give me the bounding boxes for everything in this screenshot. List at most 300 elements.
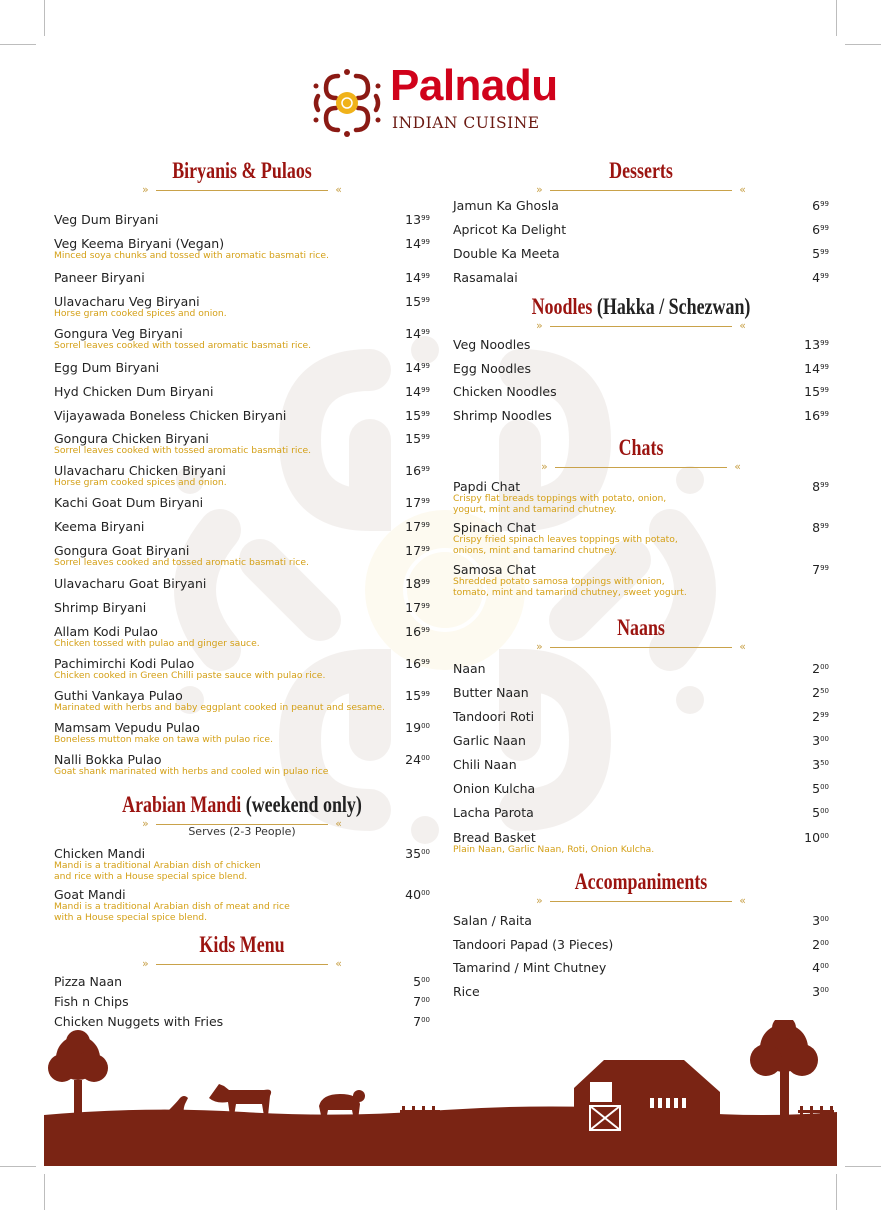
divider-cap-icon: » bbox=[541, 460, 548, 473]
menu-item-name: Veg Dum Biryani bbox=[54, 212, 159, 227]
menu-item-description: Mandi is a traditional Arabian dish of meat and rice bbox=[54, 901, 290, 912]
divider-cap-icon: » bbox=[536, 894, 543, 907]
price-cents: 99 bbox=[820, 386, 829, 394]
section-divider bbox=[536, 319, 746, 332]
menu-item-name: Butter Naan bbox=[453, 685, 529, 700]
price-dollars: 7 bbox=[812, 562, 821, 577]
menu-item-price bbox=[804, 830, 829, 845]
menu-item-price bbox=[405, 688, 430, 703]
price-cents: 99 bbox=[820, 363, 829, 371]
menu-item-price bbox=[405, 752, 430, 767]
menu-item-description: Sorrel leaves cooked with tossed aromatic basmati rice. bbox=[54, 445, 312, 456]
price-cents: 99 bbox=[421, 626, 430, 634]
crop-mark bbox=[44, 1174, 45, 1210]
price-cents: 50 bbox=[820, 759, 829, 767]
divider-cap-icon: « bbox=[335, 183, 342, 196]
menu-item bbox=[54, 720, 430, 746]
menu-item bbox=[453, 361, 829, 376]
price-dollars: 14 bbox=[405, 326, 422, 341]
price-cents: 00 bbox=[421, 976, 430, 984]
divider-cap-icon: « bbox=[739, 183, 746, 196]
price-cents: 00 bbox=[421, 889, 430, 897]
price-dollars: 7 bbox=[413, 1014, 422, 1029]
menu-item-name: Papdi Chat bbox=[453, 479, 521, 494]
divider-cap-icon: « bbox=[739, 640, 746, 653]
menu-item-name: Chili Naan bbox=[453, 757, 517, 772]
price-dollars: 3 bbox=[812, 984, 821, 999]
menu-item-name: Samosa Chat bbox=[453, 562, 536, 577]
menu-item bbox=[54, 495, 430, 510]
menu-item-description: Crispy flat breads toppings with potato, onion, bbox=[453, 493, 667, 504]
menu-item-price bbox=[812, 781, 829, 796]
menu-item bbox=[453, 805, 829, 820]
menu-item-price bbox=[804, 408, 829, 423]
menu-item-price bbox=[405, 656, 430, 671]
menu-item bbox=[54, 624, 430, 650]
menu-item-description: Horse gram cooked spices and onion. bbox=[54, 308, 227, 319]
menu-item-name: Pizza Naan bbox=[54, 974, 123, 989]
menu-item bbox=[54, 974, 430, 989]
section-divider bbox=[536, 894, 746, 907]
menu-item-name: Kachi Goat Dum Biryani bbox=[54, 495, 204, 510]
menu-item bbox=[453, 661, 829, 676]
menu-item-price bbox=[405, 270, 430, 285]
section-title-mandi-text: Arabian Mandi bbox=[122, 792, 242, 817]
section-title-biryanis bbox=[95, 158, 388, 184]
menu-item-name: Shrimp Noodles bbox=[453, 408, 552, 423]
price-cents: 99 bbox=[421, 497, 430, 505]
section-title-naans-text: Naans bbox=[617, 615, 665, 640]
section-divider bbox=[541, 460, 741, 473]
menu-item-name: Onion Kulcha bbox=[453, 781, 536, 796]
menu-item-name: Gongura Goat Biryani bbox=[54, 543, 190, 558]
menu-item-price bbox=[812, 222, 829, 237]
section-title-accompaniments bbox=[494, 869, 787, 895]
menu-item-name: Spinach Chat bbox=[453, 520, 536, 535]
section-title-desserts-text: Desserts bbox=[609, 158, 673, 183]
divider-cap-icon: » bbox=[142, 957, 149, 970]
menu-item-price bbox=[812, 270, 829, 285]
menu-item-name: Garlic Naan bbox=[453, 733, 526, 748]
farm-silhouette-icon bbox=[44, 1020, 837, 1170]
price-dollars: 15 bbox=[405, 431, 422, 446]
menu-item-description: Crispy fried spinach leaves toppings with potato, bbox=[453, 534, 678, 545]
price-cents: 99 bbox=[421, 578, 430, 586]
price-dollars: 15 bbox=[405, 688, 422, 703]
divider-line bbox=[156, 964, 328, 965]
section-divider bbox=[536, 640, 746, 653]
price-dollars: 10 bbox=[804, 830, 821, 845]
price-cents: 00 bbox=[820, 832, 829, 840]
price-cents: 00 bbox=[820, 939, 829, 947]
price-dollars: 6 bbox=[812, 222, 821, 237]
price-dollars: 17 bbox=[405, 600, 422, 615]
menu-item-price bbox=[804, 384, 829, 399]
menu-item-price bbox=[812, 479, 829, 494]
price-dollars: 13 bbox=[804, 337, 821, 352]
price-dollars: 19 bbox=[405, 720, 422, 735]
menu-item bbox=[453, 198, 829, 213]
price-dollars: 14 bbox=[405, 360, 422, 375]
menu-item-description: Sorrel leaves cooked and tossed aromatic basmati rice. bbox=[54, 557, 309, 568]
price-dollars: 4 bbox=[812, 960, 821, 975]
section-title-naans bbox=[494, 615, 787, 641]
menu-item-price bbox=[812, 520, 829, 535]
menu-item bbox=[453, 937, 829, 952]
divider-cap-icon: » bbox=[536, 640, 543, 653]
price-dollars: 3 bbox=[812, 913, 821, 928]
menu-item bbox=[54, 543, 430, 569]
price-cents: 00 bbox=[421, 996, 430, 1004]
section-title-accompaniments-text: Accompaniments bbox=[574, 869, 708, 894]
menu-item bbox=[54, 463, 430, 489]
brand-name: Palnadu bbox=[390, 61, 558, 110]
menu-item-price bbox=[812, 984, 829, 999]
price-cents: 99 bbox=[820, 711, 829, 719]
menu-item bbox=[54, 360, 430, 375]
menu-item-price bbox=[405, 576, 430, 591]
menu-item-price bbox=[405, 600, 430, 615]
divider-line bbox=[550, 190, 732, 191]
menu-item-description: onions, mint and tamarind chutney. bbox=[453, 544, 617, 556]
menu-item-description: Boneless mutton make on tawa with pulao rice. bbox=[54, 734, 273, 745]
section-title-desserts bbox=[494, 158, 787, 184]
menu-item bbox=[54, 212, 430, 227]
price-cents: 99 bbox=[421, 545, 430, 553]
menu-item bbox=[453, 830, 829, 856]
menu-item-price bbox=[812, 913, 829, 928]
menu-item-price bbox=[405, 431, 430, 446]
price-cents: 99 bbox=[820, 564, 829, 572]
menu-item bbox=[54, 326, 430, 352]
menu-item bbox=[453, 781, 829, 796]
price-dollars: 17 bbox=[405, 495, 422, 510]
divider-cap-icon: « bbox=[739, 894, 746, 907]
crop-mark bbox=[836, 0, 837, 36]
menu-item-name: Rasamalai bbox=[453, 270, 518, 285]
menu-item-price bbox=[804, 361, 829, 376]
menu-item-description: Shredded potato samosa toppings with onion, bbox=[453, 576, 665, 587]
price-dollars: 16 bbox=[405, 463, 422, 478]
price-cents: 99 bbox=[421, 296, 430, 304]
menu-item bbox=[54, 294, 430, 320]
section-title-noodles bbox=[494, 294, 787, 320]
menu-item-name: Shrimp Biryani bbox=[54, 600, 147, 615]
section-title-noodles-text: Noodles bbox=[531, 294, 593, 319]
menu-item bbox=[453, 246, 829, 261]
crop-mark bbox=[845, 1166, 881, 1167]
price-dollars: 18 bbox=[405, 576, 422, 591]
price-cents: 99 bbox=[421, 465, 430, 473]
menu-item bbox=[54, 576, 430, 591]
price-cents: 99 bbox=[820, 481, 829, 489]
price-cents: 99 bbox=[421, 521, 430, 529]
section-divider bbox=[536, 183, 746, 196]
menu-item-description: Mandi is a traditional Arabian dish of chicken bbox=[54, 860, 261, 871]
menu-item bbox=[453, 479, 829, 515]
menu-item-name: Guthi Vankaya Pulao bbox=[54, 688, 183, 703]
menu-item-name: Hyd Chicken Dum Biryani bbox=[54, 384, 214, 399]
menu-item-price bbox=[405, 519, 430, 534]
menu-item bbox=[453, 960, 829, 975]
menu-item-name: Nalli Bokka Pulao bbox=[54, 752, 162, 767]
price-dollars: 2 bbox=[812, 661, 821, 676]
menu-item-name: Tandoori Papad (3 Pieces) bbox=[453, 937, 614, 952]
price-dollars: 5 bbox=[413, 974, 422, 989]
menu-item-description: Chicken cooked in Green Chilli paste sauce with pulao rice. bbox=[54, 670, 326, 681]
divider-line bbox=[156, 190, 328, 191]
section-title-kids-text: Kids Menu bbox=[199, 932, 285, 957]
menu-item-price bbox=[405, 887, 430, 902]
menu-item bbox=[453, 270, 829, 285]
menu-item-price bbox=[812, 757, 829, 772]
menu-item-name: Naan bbox=[453, 661, 486, 676]
price-dollars: 40 bbox=[405, 887, 422, 902]
menu-item-price bbox=[812, 562, 829, 577]
price-cents: 99 bbox=[421, 410, 430, 418]
divider-cap-icon: » bbox=[536, 319, 543, 332]
menu-item-price bbox=[405, 408, 430, 423]
price-cents: 00 bbox=[421, 722, 430, 730]
divider-cap-icon: « bbox=[335, 957, 342, 970]
price-cents: 99 bbox=[820, 522, 829, 530]
menu-item-name: Fish n Chips bbox=[54, 994, 129, 1009]
menu-item-name: Rice bbox=[453, 984, 480, 999]
menu-item-price bbox=[812, 661, 829, 676]
menu-item-name: Mamsam Vepudu Pulao bbox=[54, 720, 200, 735]
menu-item-description: and rice with a House special spice blend. bbox=[54, 870, 248, 882]
divider-cap-icon: » bbox=[142, 817, 149, 830]
crop-mark bbox=[836, 1174, 837, 1210]
menu-item bbox=[54, 688, 430, 714]
menu-item-name: Tamarind / Mint Chutney bbox=[453, 960, 607, 975]
price-cents: 99 bbox=[421, 238, 430, 246]
price-dollars: 15 bbox=[804, 384, 821, 399]
price-cents: 00 bbox=[421, 754, 430, 762]
menu-item bbox=[54, 656, 430, 682]
menu-item bbox=[453, 709, 829, 724]
brand-subtitle: INDIAN CUISINE bbox=[392, 114, 540, 132]
divider-line bbox=[550, 901, 732, 902]
price-dollars: 15 bbox=[405, 294, 422, 309]
menu-item bbox=[453, 685, 829, 700]
menu-item-price bbox=[405, 384, 430, 399]
price-dollars: 16 bbox=[405, 656, 422, 671]
price-dollars: 16 bbox=[804, 408, 821, 423]
menu-item bbox=[54, 384, 430, 399]
price-cents: 00 bbox=[820, 807, 829, 815]
menu-item-description: Marinated with herbs and baby eggplant cooked in peanut and sesame. bbox=[54, 702, 385, 713]
menu-item bbox=[453, 984, 829, 999]
menu-item-price bbox=[812, 733, 829, 748]
price-cents: 99 bbox=[421, 658, 430, 666]
menu-item-name: Pachimirchi Kodi Pulao bbox=[54, 656, 195, 671]
price-dollars: 7 bbox=[413, 994, 422, 1009]
menu-item-name: Lacha Parota bbox=[453, 805, 534, 820]
price-cents: 99 bbox=[820, 224, 829, 232]
price-cents: 99 bbox=[820, 248, 829, 256]
price-dollars: 8 bbox=[812, 479, 821, 494]
menu-item-name: Chicken Mandi bbox=[54, 846, 146, 861]
menu-item bbox=[453, 222, 829, 237]
menu-item-price bbox=[812, 805, 829, 820]
menu-item-name: Jamun Ka Ghosla bbox=[453, 198, 559, 213]
section-title-chats bbox=[494, 435, 787, 461]
price-cents: 99 bbox=[421, 362, 430, 370]
divider-line bbox=[555, 467, 727, 468]
menu-item-name: Chicken Noodles bbox=[453, 384, 557, 399]
price-cents: 99 bbox=[421, 328, 430, 336]
price-cents: 00 bbox=[820, 986, 829, 994]
price-cents: 00 bbox=[421, 1016, 430, 1024]
menu-item-name: Vijayawada Boneless Chicken Biryani bbox=[54, 408, 287, 423]
menu-item bbox=[453, 733, 829, 748]
section-divider bbox=[142, 957, 342, 970]
divider-cap-icon: « bbox=[734, 460, 741, 473]
menu-item-price bbox=[812, 709, 829, 724]
section-divider bbox=[142, 183, 342, 196]
menu-item bbox=[453, 913, 829, 928]
price-dollars: 2 bbox=[812, 937, 821, 952]
crop-mark bbox=[0, 1166, 36, 1167]
logo bbox=[312, 61, 582, 140]
menu-item-price bbox=[413, 994, 430, 1009]
menu-item bbox=[453, 757, 829, 772]
menu-item-name: Goat Mandi bbox=[54, 887, 126, 902]
menu-item-name: Egg Noodles bbox=[453, 361, 531, 376]
logo-emblem-icon bbox=[312, 68, 382, 138]
menu-item bbox=[453, 520, 829, 556]
price-dollars: 6 bbox=[812, 198, 821, 213]
divider-line bbox=[550, 326, 732, 327]
menu-item-name: Allam Kodi Pulao bbox=[54, 624, 158, 639]
menu-item-name: Paneer Biryani bbox=[54, 270, 145, 285]
price-cents: 00 bbox=[820, 783, 829, 791]
price-cents: 50 bbox=[820, 687, 829, 695]
price-cents: 00 bbox=[820, 915, 829, 923]
menu-item-price bbox=[405, 720, 430, 735]
price-cents: 99 bbox=[421, 602, 430, 610]
price-dollars: 14 bbox=[405, 236, 422, 251]
menu-item-name: Bread Basket bbox=[453, 830, 536, 845]
menu-item-name: Egg Dum Biryani bbox=[54, 360, 160, 375]
menu-item-description: yogurt, mint and tamarind chutney. bbox=[453, 503, 617, 515]
menu-item-name: Gongura Veg Biryani bbox=[54, 326, 183, 341]
menu-item-name: Veg Noodles bbox=[453, 337, 531, 352]
price-cents: 00 bbox=[820, 735, 829, 743]
price-cents: 00 bbox=[421, 848, 430, 856]
menu-item-price bbox=[812, 960, 829, 975]
menu-item-price bbox=[812, 685, 829, 700]
divider-cap-icon: « bbox=[335, 817, 342, 830]
section-title-biryanis-text: Biryanis & Pulaos bbox=[172, 158, 312, 183]
menu-item-name: Veg Keema Biryani (Vegan) bbox=[54, 236, 225, 251]
menu-item bbox=[54, 270, 430, 285]
price-cents: 99 bbox=[820, 339, 829, 347]
menu-item-price bbox=[405, 360, 430, 375]
crop-mark bbox=[0, 44, 36, 45]
menu-item bbox=[453, 337, 829, 352]
menu-item-name: Double Ka Meeta bbox=[453, 246, 560, 261]
price-cents: 99 bbox=[820, 200, 829, 208]
price-dollars: 15 bbox=[405, 408, 422, 423]
serves-note: Serves (2-3 People) bbox=[188, 825, 296, 838]
price-dollars: 24 bbox=[405, 752, 422, 767]
menu-item-price bbox=[812, 246, 829, 261]
menu-item bbox=[54, 431, 430, 457]
price-dollars: 2 bbox=[812, 709, 821, 724]
section-title-mandi-qualifier: (weekend only) bbox=[245, 792, 362, 817]
price-cents: 99 bbox=[421, 690, 430, 698]
price-cents: 99 bbox=[421, 214, 430, 222]
menu-item-name: Apricot Ka Delight bbox=[453, 222, 567, 237]
menu-item-name: Ulavacharu Goat Biryani bbox=[54, 576, 207, 591]
menu-item bbox=[54, 994, 430, 1009]
divider-cap-icon: » bbox=[536, 183, 543, 196]
menu-item-description: Chicken tossed with pulao and ginger sauce. bbox=[54, 638, 260, 649]
price-cents: 99 bbox=[820, 410, 829, 418]
price-dollars: 17 bbox=[405, 519, 422, 534]
menu-item-price bbox=[405, 846, 430, 861]
divider-line bbox=[550, 647, 732, 648]
crop-mark bbox=[845, 44, 881, 45]
price-dollars: 5 bbox=[812, 805, 821, 820]
menu-item bbox=[54, 519, 430, 534]
price-cents: 99 bbox=[421, 386, 430, 394]
menu-item-description: Goat shank marinated with herbs and cooled win pulao rice bbox=[54, 766, 329, 777]
menu-item-description: tomato, mint and tamarind chutney, sweet yogurt. bbox=[453, 586, 687, 598]
menu-item-description: with a House special spice blend. bbox=[54, 911, 208, 923]
menu-item-price bbox=[405, 212, 430, 227]
price-dollars: 35 bbox=[405, 846, 422, 861]
price-dollars: 5 bbox=[812, 246, 821, 261]
menu-item bbox=[453, 562, 829, 598]
menu-item-description: Horse gram cooked spices and onion. bbox=[54, 477, 227, 488]
menu-item-price bbox=[812, 937, 829, 952]
menu-item-price bbox=[405, 326, 430, 341]
menu-item-price bbox=[413, 974, 430, 989]
menu-item-price bbox=[405, 495, 430, 510]
menu-item-description: Sorrel leaves cooked with tossed aromatic basmati rice. bbox=[54, 340, 312, 351]
menu-item bbox=[453, 384, 829, 399]
price-dollars: 13 bbox=[405, 212, 422, 227]
menu-item bbox=[54, 846, 430, 882]
menu-item-price bbox=[405, 624, 430, 639]
price-dollars: 14 bbox=[405, 384, 422, 399]
menu-item bbox=[54, 600, 430, 615]
menu-item-name: Salan / Raita bbox=[453, 913, 532, 928]
menu-item-name: Chicken Nuggets with Fries bbox=[54, 1014, 224, 1029]
price-cents: 00 bbox=[820, 663, 829, 671]
section-title-noodles-qualifier: (Hakka / Schezwan) bbox=[596, 294, 751, 319]
menu-item bbox=[54, 236, 430, 262]
price-dollars: 16 bbox=[405, 624, 422, 639]
section-title-mandi bbox=[95, 792, 388, 818]
price-dollars: 8 bbox=[812, 520, 821, 535]
menu-item-price bbox=[405, 294, 430, 309]
menu-item-name: Ulavacharu Veg Biryani bbox=[54, 294, 200, 309]
price-cents: 99 bbox=[421, 272, 430, 280]
price-dollars: 17 bbox=[405, 543, 422, 558]
menu-item-name: Keema Biryani bbox=[54, 519, 145, 534]
price-dollars: 3 bbox=[812, 757, 821, 772]
menu-item bbox=[453, 408, 829, 423]
divider-cap-icon: « bbox=[739, 319, 746, 332]
menu-item-price bbox=[405, 463, 430, 478]
section-title-kids bbox=[95, 932, 388, 958]
price-cents: 99 bbox=[421, 433, 430, 441]
divider-cap-icon: » bbox=[142, 183, 149, 196]
